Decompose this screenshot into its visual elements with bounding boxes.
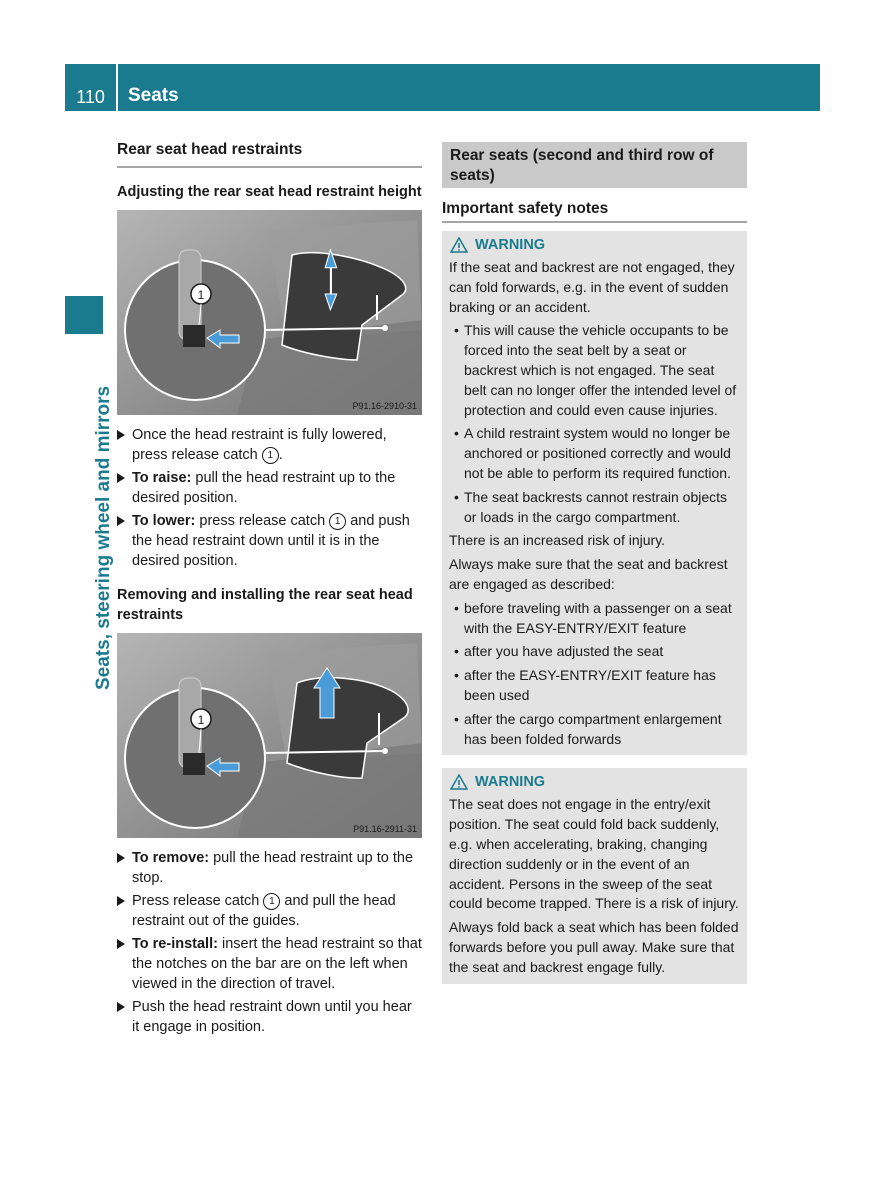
warning-box-1 [442,231,747,755]
step-arrow-icon [117,853,125,863]
adjusting-height-subheading: Adjusting the rear seat head restraint height [117,184,422,200]
step-text: Press release catch [132,893,264,909]
header-separator [116,64,118,111]
bullet-text: after the EASY-ENTRY/EXIT feature has been used [464,667,716,703]
warning-title [449,772,740,792]
rear-head-restraints-heading: Rear seat head restraints [117,140,422,168]
section-title: Seats [128,85,179,106]
instruction-step [117,934,422,994]
step-arrow-icon [117,430,125,440]
rear-seats-heading: Rear seats (second and third row of seats) [442,142,747,188]
step-text: Push the head restraint down until you hear it engage in position. [132,999,412,1035]
bullet-text: after the cargo compartment enlargement has been folded forwards [464,710,722,747]
side-tab-marker [65,296,103,334]
adjust-steps [117,425,422,571]
warning-risk: There is an increased risk of injury. [449,532,666,549]
instruction-step [117,997,422,1037]
bullet-dot-icon: • [454,667,459,684]
callout-number: 1 [197,288,205,302]
step-text: pull the head restraint up to the stop. [132,850,414,886]
bullet-dot-icon: • [454,710,459,727]
step-keyword: To re-install: [132,936,218,952]
step-text: . [278,447,283,463]
instruction-step [117,511,422,571]
warning-box-2 [442,768,747,983]
bullet-text: The seat backrests cannot restrain objects or loads in the cargo compartment. [464,488,728,525]
step-text: press release catch [195,513,330,529]
step-text: pull the head restraint up to the desired position. [132,470,396,506]
step-arrow-icon [117,1002,125,1012]
callout-number: 1 [329,513,346,530]
callout-number: 1 [197,713,205,727]
bullet-item [449,321,740,420]
head-restraint-remove-figure [117,633,422,838]
step-keyword: To raise: [132,470,192,486]
remove-install-steps [117,848,422,1037]
head-restraint-adjust-figure [117,210,422,415]
head-restraint-remove-illustration [117,633,422,838]
bullet-item [449,666,740,706]
warning-body: The seat does not engage in the entry/exit position. The seat could fold back suddenly, e.g. when accelerating, braking, changing direction suddenly or in the event of an accident. Persons in the sweep of the seat could become trapped. There is a risk of injury. [449,796,739,912]
bullet-item [449,424,740,483]
instruction-step [117,425,422,465]
instruction-step [117,468,422,508]
warning-triangle-icon [450,237,468,253]
warning-title [449,235,740,255]
step-arrow-icon [117,473,125,483]
side-tab-label: Seats, steering wheel and mirrors [93,385,114,690]
right-column [442,142,747,984]
bullet-item [449,710,740,750]
head-restraint-adjust-illustration [117,210,422,415]
step-text: Once the head restraint is fully lowered, press release catch [132,427,387,463]
warning-bullets [449,321,740,527]
step-arrow-icon [117,939,125,949]
removing-installing-subheading: Removing and installing the rear seat head restraints [117,587,413,623]
step-text: and push the head restraint down until it is in the desired position. [132,513,410,569]
figure-code: P91.16-2911-31 [353,824,417,834]
bullet-dot-icon: • [454,488,459,505]
bullet-text: A child restraint system would no longer be anchored or positioned correctly and would not be able to perform its required function. [464,425,731,481]
bullet-item [449,599,740,639]
safety-notes-heading: Important safety notes [442,199,747,223]
step-arrow-icon [117,516,125,526]
instruction-step [117,891,422,931]
callout-number: 1 [263,893,280,910]
warning-intro: If the seat and backrest are not engaged, they can fold forwards, e.g. in the event of sudden braking or an accident. [449,259,735,315]
bullet-dot-icon: • [454,322,459,339]
step-arrow-icon [117,896,125,906]
left-column [117,140,422,1040]
warning-advice: Always make sure that the seat and backrest are engaged as described: [449,556,728,592]
warning-situations [449,599,740,750]
bullet-text: after you have adjusted the seat [464,643,664,660]
instruction-step [117,848,422,888]
warning-title-text: WARNING [475,774,546,791]
warning-advice: Always fold back a seat which has been folded forwards before you pull away. Make sure that the seat and backrest engage fully. [449,919,739,975]
step-text: and pull the head restraint out of the guides. [132,893,396,929]
figure-code: P91.16-2910-31 [352,401,417,411]
bullet-item [449,488,740,528]
page-number: 110 [76,87,105,107]
callout-number: 1 [262,447,279,464]
warning-triangle-icon [450,774,468,790]
bullet-dot-icon: • [454,599,459,616]
bullet-dot-icon: • [454,425,459,442]
step-keyword: To remove: [132,850,210,866]
warning-title-text: WARNING [475,237,546,253]
bullet-text: This will cause the vehicle occupants to be forced into the seat belt by a seat or backrest which is not engaged. The seat belt can no longer offer the intended level of protection and could even cause injuries. [464,322,737,418]
step-keyword: To lower: [132,513,196,529]
bullet-item [449,642,740,662]
step-text: insert the head restraint so that the notches on the bar are on the left when viewed in the direction of travel. [132,936,422,992]
bullet-text: before traveling with a passenger on a seat with the EASY-ENTRY/EXIT feature [464,599,732,636]
bullet-dot-icon: • [454,643,459,660]
